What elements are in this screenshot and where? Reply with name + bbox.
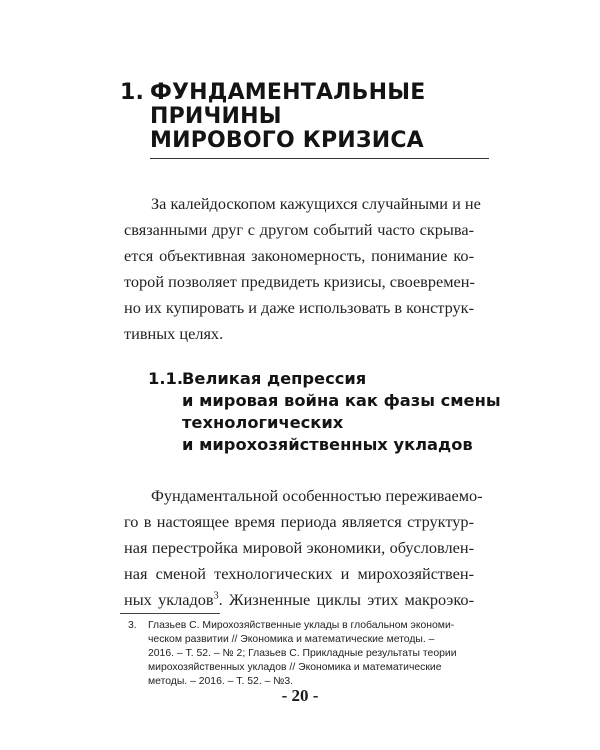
text-line: но их купировать и даже использовать в конструк- <box>124 298 475 317</box>
footnote-line: 2016. – Т. 52. – № 2; Глазьев С. Прикладные результаты теории <box>148 648 457 659</box>
intro-paragraph <box>124 191 481 347</box>
footnote-number: 3. <box>128 620 137 631</box>
chapter-title-line: ФУНДАМЕНТАЛЬНЫЕ <box>150 80 426 105</box>
section-title-line: и мировая война как фазы смены <box>182 391 501 410</box>
text-fragment: . Жизненные циклы этих макроэко- <box>218 590 474 609</box>
text-line: ная сменой технологических и мирохозяйствен- <box>124 564 474 583</box>
text-line: Фундаментальной особенностью переживаемо- <box>151 486 483 505</box>
text-line <box>124 587 474 613</box>
page-number: - 20 - <box>281 686 319 705</box>
section-title <box>182 368 501 456</box>
text-line: торой позволяет предвидеть кризисы, своевремен- <box>124 272 475 291</box>
chapter-title <box>150 81 425 153</box>
text-line: ется объективная закономерность, понимание ко- <box>124 246 474 265</box>
footnote <box>128 619 474 689</box>
chapter-number: 1. <box>120 80 145 105</box>
text-fragment: ных укладов <box>124 590 214 609</box>
chapter-title-line: ПРИЧИНЫ <box>150 104 282 129</box>
text-line: го в настоящее время периода является структур- <box>124 512 474 531</box>
section-title-line: технологических <box>182 413 344 432</box>
footnote-line: мирохозяйственных укладов // Экономика и математические <box>148 662 442 673</box>
footnote-divider <box>120 613 220 614</box>
footnote-reference[interactable]: 3 <box>213 590 219 602</box>
heading-divider <box>150 158 489 159</box>
section-number: 1.1. <box>148 369 184 388</box>
text-line: ная перестройка мировой экономики, обусловлен- <box>124 538 474 557</box>
footnote-line: ческом развитии // Экономика и математические методы. – <box>148 634 435 645</box>
text-line: За калейдоскопом кажущихся случайными и не <box>151 194 481 213</box>
footnote-line: Глазьев С. Мирохозяйственные уклады в глобальном экономи- <box>148 620 455 631</box>
text-line: тивных целях. <box>124 324 224 343</box>
section-title-line: Великая депрессия <box>182 369 367 388</box>
text-line: связанными друг с другом событий часто скрыва- <box>124 220 474 239</box>
section-title-line: и мирохозяйственных укладов <box>182 435 473 454</box>
footnote-line: методы. – 2016. – Т. 52. – №3. <box>148 676 294 687</box>
section-paragraph <box>124 483 483 613</box>
chapter-title-line: МИРОВОГО КРИЗИСА <box>150 128 424 153</box>
